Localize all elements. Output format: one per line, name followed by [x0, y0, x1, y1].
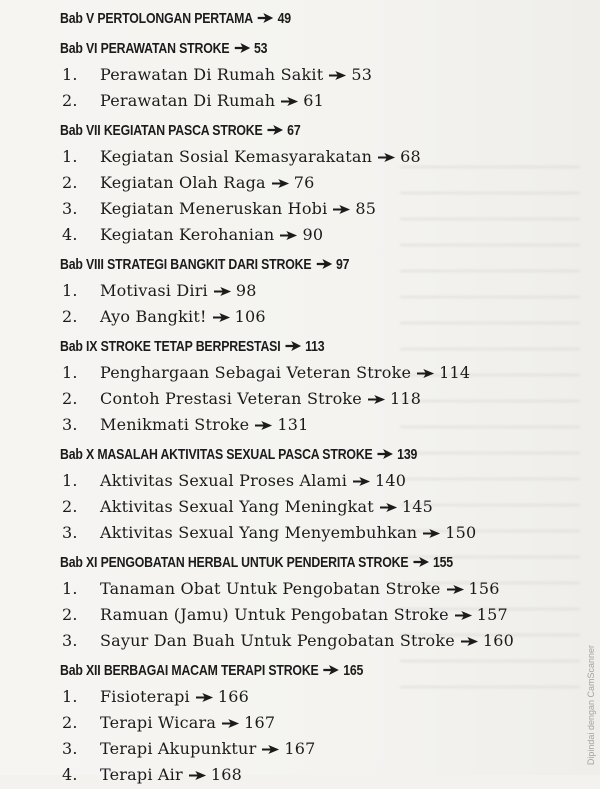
chapter-section [60, 330, 580, 438]
item-entry [100, 88, 324, 114]
chapter-page-number: 53 [253, 40, 268, 57]
right-arrow-icon [196, 685, 214, 696]
item-title: Terapi Air [100, 765, 183, 784]
chapter-number: Bab V [60, 10, 95, 27]
chapter-page-number: 155 [432, 554, 453, 571]
item-entry [100, 170, 315, 196]
item-page-number: 53 [351, 65, 373, 84]
item-number: 1. [62, 471, 78, 490]
toc-list-item [60, 710, 580, 736]
right-arrow-icon [378, 443, 394, 455]
item-page-number: 150 [445, 523, 477, 542]
item-entry [100, 494, 433, 520]
right-arrow-icon [423, 521, 441, 532]
right-arrow-icon [189, 763, 207, 774]
right-arrow-icon [255, 413, 273, 424]
right-arrow-icon [353, 469, 371, 480]
right-arrow-icon [329, 63, 347, 74]
item-entry [100, 628, 514, 654]
toc-list-item [60, 736, 580, 762]
item-page-number: 167 [284, 739, 316, 758]
toc-list-item [60, 88, 580, 114]
toc-list-item [60, 196, 580, 222]
chapter-title: BERBAGAI MACAM TERAPI STROKE [103, 662, 319, 679]
right-arrow-icon [461, 629, 479, 640]
item-entry [100, 762, 242, 788]
item-page-number: 68 [400, 147, 421, 166]
chapter-section [60, 114, 580, 248]
chapter-number: Bab XI [60, 554, 98, 571]
item-title: Ayo Bangkit! [100, 307, 207, 326]
right-arrow-icon [324, 659, 340, 671]
item-number: 4. [62, 225, 78, 244]
item-number: 2. [62, 307, 78, 326]
item-title: Perawatan Di Rumah Sakit [100, 65, 324, 84]
right-arrow-icon [417, 361, 435, 372]
chapter-page-number: 139 [397, 446, 418, 463]
chapter-heading [60, 252, 486, 278]
item-number: 2. [62, 173, 78, 192]
right-arrow-icon [413, 551, 429, 563]
item-page-number: 156 [468, 579, 500, 598]
item-page-number: 140 [375, 471, 407, 490]
chapter-title: PENGOBATAN HERBAL UNTUK PENDERITA STROKE [100, 554, 409, 571]
toc-list-item [60, 628, 580, 654]
chapter-page-number: 97 [335, 256, 350, 273]
item-entry [100, 278, 257, 304]
item-page-number: 157 [476, 605, 508, 624]
item-title: Aktivitas Sexual Proses Alami [100, 471, 348, 490]
item-title: Menikmati Stroke [100, 415, 250, 434]
right-arrow-icon [214, 279, 232, 290]
toc-list-item [60, 170, 580, 196]
item-number: 1. [62, 687, 78, 706]
item-number: 4. [62, 765, 78, 784]
right-arrow-icon [447, 577, 465, 588]
chapter-page-number: 49 [277, 10, 291, 27]
item-entry [100, 360, 470, 386]
item-title: Kegiatan Meneruskan Hobi [100, 199, 328, 218]
item-page-number: 118 [389, 389, 422, 408]
right-arrow-icon [258, 7, 274, 19]
item-entry [100, 144, 421, 170]
chapter-section [60, 248, 580, 330]
item-number: 2. [62, 605, 78, 624]
right-arrow-icon [280, 223, 298, 234]
toc-list-item [60, 762, 580, 788]
item-page-number: 131 [277, 415, 309, 434]
chapter-title: STRATEGI BANGKIT DARI STROKE [107, 256, 312, 273]
chapter-number: Bab X [60, 446, 95, 463]
right-arrow-icon [281, 89, 299, 100]
item-entry [100, 684, 249, 710]
toc-list-item [60, 278, 580, 304]
item-entry [100, 386, 421, 412]
item-page-number: 166 [217, 687, 249, 706]
item-page-number: 61 [303, 91, 325, 110]
item-page-number: 106 [234, 307, 266, 326]
chapter-section [60, 6, 580, 32]
item-title: Penghargaan Sebagai Veteran Stroke [100, 363, 412, 382]
item-entry [100, 62, 372, 88]
right-arrow-icon [285, 335, 301, 347]
item-entry [100, 412, 309, 438]
chapter-heading [60, 550, 486, 576]
right-arrow-icon [267, 119, 283, 131]
right-arrow-icon [262, 737, 280, 748]
item-number: 1. [62, 579, 78, 598]
item-title: Kegiatan Olah Raga [100, 173, 266, 192]
right-arrow-icon [380, 495, 398, 506]
toc-list-item [60, 222, 580, 248]
item-entry [100, 196, 376, 222]
toc-list-item [60, 386, 580, 412]
chapter-page-number: 67 [287, 122, 301, 139]
toc-list-item [60, 360, 580, 386]
item-title: Motivasi Diri [100, 281, 208, 300]
chapter-page-number: 165 [343, 662, 364, 679]
chapter-number: Bab IX [60, 338, 98, 355]
chapter-heading [60, 442, 486, 468]
chapter-title: MASALAH AKTIVITAS SEXUAL PASCA STROKE [97, 446, 373, 463]
right-arrow-icon [234, 37, 250, 49]
toc-list-item [60, 602, 580, 628]
item-page-number: 168 [210, 765, 242, 784]
right-arrow-icon [368, 387, 386, 398]
item-title: Aktivitas Sexual Yang Meningkat [100, 497, 374, 516]
right-arrow-icon [213, 305, 231, 316]
right-arrow-icon [378, 145, 396, 156]
chapter-section [60, 546, 580, 654]
item-entry [100, 736, 316, 762]
item-number: 1. [62, 65, 78, 84]
item-title: Kegiatan Sosial Kemasyarakatan [100, 147, 373, 166]
item-number: 2. [62, 497, 78, 516]
chapter-title: PERTOLONGAN PERTAMA [97, 10, 253, 27]
chapter-number: Bab VII [60, 122, 101, 139]
item-title: Ramuan (Jamu) Untuk Pengobatan Stroke [100, 605, 449, 624]
table-of-contents [60, 6, 580, 788]
item-page-number: 98 [235, 281, 257, 300]
item-entry [100, 710, 275, 736]
item-number: 3. [62, 739, 78, 758]
right-arrow-icon [455, 603, 473, 614]
right-arrow-icon [316, 253, 332, 265]
chapter-heading [60, 658, 486, 684]
chapter-page-number: 113 [305, 338, 325, 355]
toc-list-item [60, 468, 580, 494]
chapter-heading [60, 118, 486, 144]
chapter-heading [60, 334, 486, 360]
item-entry [100, 304, 266, 330]
item-number: 3. [62, 199, 78, 218]
item-entry [100, 576, 500, 602]
item-page-number: 167 [244, 713, 276, 732]
item-entry [100, 520, 476, 546]
item-title: Terapi Wicara [100, 713, 217, 732]
toc-list-item [60, 62, 580, 88]
item-title: Fisioterapi [100, 687, 190, 706]
chapter-heading [60, 6, 486, 32]
item-number: 2. [62, 713, 78, 732]
toc-list-item [60, 304, 580, 330]
item-number: 1. [62, 147, 78, 166]
chapter-number: Bab XII [60, 662, 101, 679]
item-number: 3. [62, 523, 78, 542]
toc-list-item [60, 494, 580, 520]
item-number: 1. [62, 281, 78, 300]
item-title: Perawatan Di Rumah [100, 91, 276, 110]
toc-list-item [60, 412, 580, 438]
chapter-heading [60, 36, 486, 62]
item-title: Terapi Akupunktur [100, 739, 257, 758]
item-number: 3. [62, 415, 78, 434]
chapter-section [60, 438, 580, 546]
item-page-number: 85 [355, 199, 377, 218]
item-page-number: 160 [482, 631, 515, 650]
item-number: 3. [62, 631, 78, 650]
item-entry [100, 222, 323, 248]
chapter-title: STROKE TETAP BERPRESTASI [100, 338, 281, 355]
item-title: Aktivitas Sexual Yang Menyembuhkan [100, 523, 418, 542]
toc-list-item [60, 520, 580, 546]
toc-list-item [60, 684, 580, 710]
chapter-section [60, 654, 580, 788]
item-title: Sayur Dan Buah Untuk Pengobatan Stroke [100, 631, 455, 650]
toc-list-item [60, 144, 580, 170]
toc-list-item [60, 576, 580, 602]
chapter-number: Bab VI [60, 40, 98, 57]
chapter-title: PERAWATAN STROKE [100, 40, 230, 57]
right-arrow-icon [272, 171, 290, 182]
right-arrow-icon [333, 197, 351, 208]
item-title: Tanaman Obat Untuk Pengobatan Stroke [100, 579, 441, 598]
item-entry [100, 602, 508, 628]
chapter-title: KEGIATAN PASCA STROKE [103, 122, 263, 139]
item-title: Kegiatan Kerohanian [100, 225, 275, 244]
item-page-number: 145 [401, 497, 434, 516]
item-number: 1. [62, 363, 78, 382]
item-entry [100, 468, 406, 494]
item-page-number: 114 [439, 363, 471, 382]
item-title: Contoh Prestasi Veteran Stroke [100, 389, 362, 408]
chapter-number: Bab VIII [60, 256, 104, 273]
item-number: 2. [62, 389, 78, 408]
right-arrow-icon [222, 711, 240, 722]
scanner-watermark: Dipindai dengan CamScanner [586, 644, 596, 765]
chapter-section [60, 32, 580, 114]
item-page-number: 76 [293, 173, 315, 192]
item-page-number: 90 [302, 225, 324, 244]
item-number: 2. [62, 91, 78, 110]
